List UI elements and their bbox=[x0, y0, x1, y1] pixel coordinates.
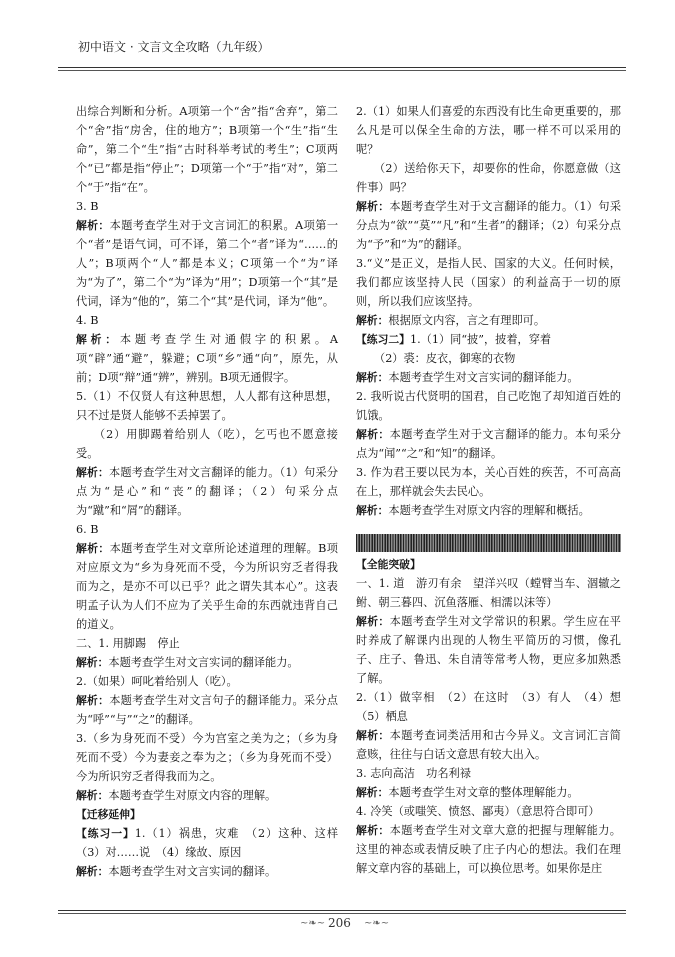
paragraph-text: 本题考查学生对文章大意的把握与理解能力。这里的神态或表情反映了庄子内心的想法。我们在理解文章内容的基础上，可以换位思考。如果你是庄 bbox=[356, 824, 621, 875]
paragraph-text: 本题考查学生对于文言翻译的能力。本句采分点为“闻”“之”和“知”的翻译。 bbox=[356, 428, 621, 460]
paragraph-text: 3. 作为君王要以民为本，关心百姓的疾苦，不可高高在上，那样就会失去民心。 bbox=[356, 466, 621, 498]
paragraph-text: 3. 志向高洁 功名利禄 bbox=[356, 767, 471, 780]
right-column-bottom bbox=[356, 555, 633, 878]
bold-label: 解析： bbox=[356, 615, 390, 628]
running-title: 初中语文 · 文言文全攻略（九年级） bbox=[78, 40, 270, 54]
paragraph-text: （2）用脚踢着给别人（吃），乞丐也不愿意接受。 bbox=[76, 428, 338, 460]
paragraph bbox=[356, 254, 621, 311]
paragraph bbox=[356, 501, 621, 520]
paragraph bbox=[76, 824, 350, 862]
bold-label: 解析： bbox=[356, 786, 389, 799]
ornament-left-icon: ~❧~ bbox=[300, 918, 326, 929]
paragraph bbox=[356, 102, 621, 159]
paragraph bbox=[76, 216, 338, 311]
paragraph bbox=[76, 330, 338, 387]
footer-rule bbox=[58, 910, 626, 911]
bold-label: 解析： bbox=[76, 865, 109, 878]
paragraph bbox=[76, 786, 338, 805]
paragraph bbox=[76, 672, 338, 691]
bold-label: 解析： bbox=[356, 729, 390, 742]
paragraph bbox=[76, 425, 338, 463]
paragraph-text: 本题考查学生对于文言翻译的能力。（1）句采分点为“欲”“莫”“凡”和“生者”的翻译；（2）句采分点为“予”和“为”的翻译。 bbox=[356, 200, 622, 251]
bold-label: 解析： bbox=[356, 824, 390, 837]
paragraph-text: 2. 我听说古代贤明的国君，自己吃饱了却知道百姓的饥饿。 bbox=[356, 390, 621, 422]
paragraph bbox=[356, 463, 621, 501]
bold-label: 【练习一】 bbox=[76, 827, 135, 840]
paragraph bbox=[76, 634, 338, 653]
paragraph-text: 本题考查学生对文言翻译的能力。（1）句采分点为“是心”和“丧”的翻译；（2）句采分点为“蹴”和“屑”的翻译。 bbox=[76, 466, 339, 517]
paragraph-text: 4. B bbox=[76, 314, 99, 327]
page-header bbox=[58, 28, 626, 68]
paragraph-text: 本题考查学生对原文内容的理解和概括。 bbox=[388, 504, 590, 517]
footer-rule-thin bbox=[58, 913, 626, 914]
paragraph-text: 1.（1）同“披”，披着，穿着 bbox=[409, 333, 552, 346]
paragraph bbox=[356, 612, 621, 688]
paragraph-text: （2）裘：皮衣，御寒的衣物 bbox=[374, 352, 516, 365]
bold-label: 解析： bbox=[356, 504, 389, 517]
paragraph bbox=[76, 729, 338, 786]
paragraph bbox=[76, 197, 338, 216]
paragraph-text: 本题考查学生对文言实词的翻译能力。 bbox=[108, 656, 299, 669]
paragraph bbox=[356, 330, 621, 349]
paragraph bbox=[76, 539, 338, 634]
paragraph bbox=[356, 821, 621, 878]
paragraph bbox=[356, 802, 621, 821]
paragraph bbox=[356, 783, 621, 802]
paragraph bbox=[76, 463, 338, 520]
bold-label: 解析： bbox=[76, 542, 110, 555]
paragraph-text: 2.（如果）呵叱着给别人（吃）。 bbox=[76, 675, 238, 688]
paragraph-text: 本题考查词类活用和古今异义。文言词汇言简意赅，往往与白话文意思有较大出入。 bbox=[356, 729, 621, 761]
paragraph-text: 5.（1）不仅贤人有这种思想，人人都有这种思想，只不过是贤人能够不丢掉罢了。 bbox=[76, 390, 338, 422]
paragraph bbox=[356, 688, 633, 726]
paragraph-text: 本题考查学生对文言实词的翻译能力。 bbox=[388, 371, 579, 384]
bold-label: 解析： bbox=[356, 428, 390, 441]
paragraph-text: 出综合判断和分析。A项第一个“舍”指“舍弃”，第二个“舍”指“房舍，住的地方”；B项第一个“生”指“生命”，第二个“生”指“古时科举考试的考生”；C项两个“已”都是指“停止”；D项第一个“于”指“对”，第二个“于”指“在”。 bbox=[76, 105, 338, 194]
paragraph-text: 1.（1）祸患，灾难 （2）这种、这样 （3）对……说 （4）缘故、原因 bbox=[76, 827, 350, 859]
paragraph bbox=[356, 349, 621, 368]
bold-label: 解析： bbox=[356, 200, 390, 213]
paragraph-text: 二、1. 用脚踢 停止 bbox=[76, 637, 180, 650]
section-banner bbox=[356, 534, 621, 552]
paragraph bbox=[356, 425, 621, 463]
paragraph bbox=[76, 102, 338, 197]
paragraph bbox=[356, 368, 621, 387]
paragraph bbox=[76, 805, 338, 824]
paragraph-text: 一、1. 道 游刃有余 望洋兴叹（螳臂当车、涸辙之鲋、朝三暮四、沉鱼落雁、相濡以沫等） bbox=[356, 577, 621, 609]
paragraph-text: 3. B bbox=[76, 200, 99, 213]
paragraph bbox=[356, 555, 621, 574]
paragraph-text: 本题考查学生对文章所论述道理的理解。B项对应原文为“乡为身死而不受，今为所识穷乏者得我而为之，是亦不可以已乎？此之谓失其本心”。这表明孟子认为人们不应为了关乎生命的东西就违背自己的道义。 bbox=[76, 542, 338, 631]
bold-label: 解析： bbox=[76, 219, 110, 232]
header-rule bbox=[58, 67, 626, 68]
paragraph-text: 本题考查学生对通假字的积累。A项“辟”通“避”，躲避；C项“乡”通“向”，原先，从前；D项“辩”通“辨”，辨别。B项无通假字。 bbox=[76, 333, 338, 384]
bold-label: 解析： bbox=[76, 333, 120, 346]
bold-label: 解析： bbox=[76, 656, 109, 669]
paragraph-text: 本题考查学生对文言句子的翻译能力。采分点为“呼”“与”“之”的翻译。 bbox=[76, 694, 338, 726]
paragraph bbox=[356, 764, 621, 783]
paragraph-text: 本题考查学生对原文内容的理解。 bbox=[108, 789, 277, 802]
bold-label: 【练习二】 bbox=[356, 333, 410, 346]
ornament-right-icon: ~❧~ bbox=[364, 918, 390, 929]
paragraph bbox=[356, 311, 621, 330]
paragraph bbox=[76, 311, 338, 330]
paragraph-text: 2.（1）做宰相 （2）在这时 （3）有人 （4）想 （5）栖息 bbox=[356, 691, 633, 723]
right-column-top bbox=[356, 102, 621, 520]
paragraph bbox=[356, 159, 621, 197]
left-column bbox=[76, 102, 350, 881]
paragraph-text: 3.“义”是正义，是指人民、国家的大义。任何时候，我们都应该坚持人民（国家）的利益高于一切的原则，所以我们应该坚持。 bbox=[356, 257, 621, 308]
paragraph bbox=[356, 574, 621, 612]
bold-label: 解析： bbox=[356, 371, 389, 384]
paragraph bbox=[356, 197, 621, 254]
bold-label: 解析： bbox=[76, 694, 110, 707]
paragraph bbox=[76, 653, 338, 672]
bold-label: 解析： bbox=[76, 789, 109, 802]
paragraph-text: 3.（乡为身死而不受）今为宫室之美为之；（乡为身死而不受）今为妻妾之奉为之；（乡为身死而不受）今为所识穷乏者得我而为之。 bbox=[76, 732, 338, 783]
paragraph-text: 根据原文内容，言之有理即可。 bbox=[388, 314, 546, 327]
bold-label: 解析： bbox=[76, 466, 109, 479]
bold-label: 【全能突破】 bbox=[356, 558, 421, 571]
bold-label: 解析： bbox=[356, 314, 389, 327]
paragraph-text: （2）送给你天下，却要你的性命，你愿意做（这件事）吗？ bbox=[356, 162, 621, 194]
paragraph-text: 6. B bbox=[76, 523, 99, 536]
page-footer bbox=[58, 908, 626, 936]
paragraph bbox=[356, 726, 621, 764]
right-column bbox=[356, 102, 633, 878]
paragraph-text: 本题考查学生对文章的整体理解能力。 bbox=[388, 786, 579, 799]
paragraph-text: 本题考查学生对文学常识的积累。学生应在平时养成了解课内出现的人物生平简历的习惯，像孔子、庄子、鲁迅、朱自清等常考人物，更应多加熟悉了解。 bbox=[356, 615, 621, 685]
paragraph bbox=[356, 387, 621, 425]
paragraph-text: 本题考查学生对文言实词的翻译。 bbox=[108, 865, 277, 878]
paragraph-text: 4. 冷笑（或嗤笑、愤怒、鄙夷）（意思符合即可） bbox=[356, 805, 600, 818]
paragraph bbox=[76, 862, 338, 881]
page-number: 206 bbox=[328, 916, 351, 930]
paragraph bbox=[76, 387, 338, 425]
bold-label: 【迁移延伸】 bbox=[76, 808, 141, 821]
header-rule-thin bbox=[58, 70, 626, 71]
paragraph bbox=[76, 520, 338, 539]
paragraph-text: 2.（1）如果人们喜爱的东西没有比生命更重要的，那么凡是可以保全生命的方法，哪一样不可以采用的呢？ bbox=[356, 105, 621, 156]
paragraph-text: 本题考查学生对于文言词汇的积累。A项第一个“者”是语气词，可不译，第二个“者”译为“……的人”；B项两个“人”都是本义；C项第一个“为”译为“为了”，第二个“为”译为“用”；D项第一个“其”是代词，译为“他的”，第二个“其”是代词，译为“他”。 bbox=[76, 219, 339, 308]
paragraph bbox=[76, 691, 338, 729]
